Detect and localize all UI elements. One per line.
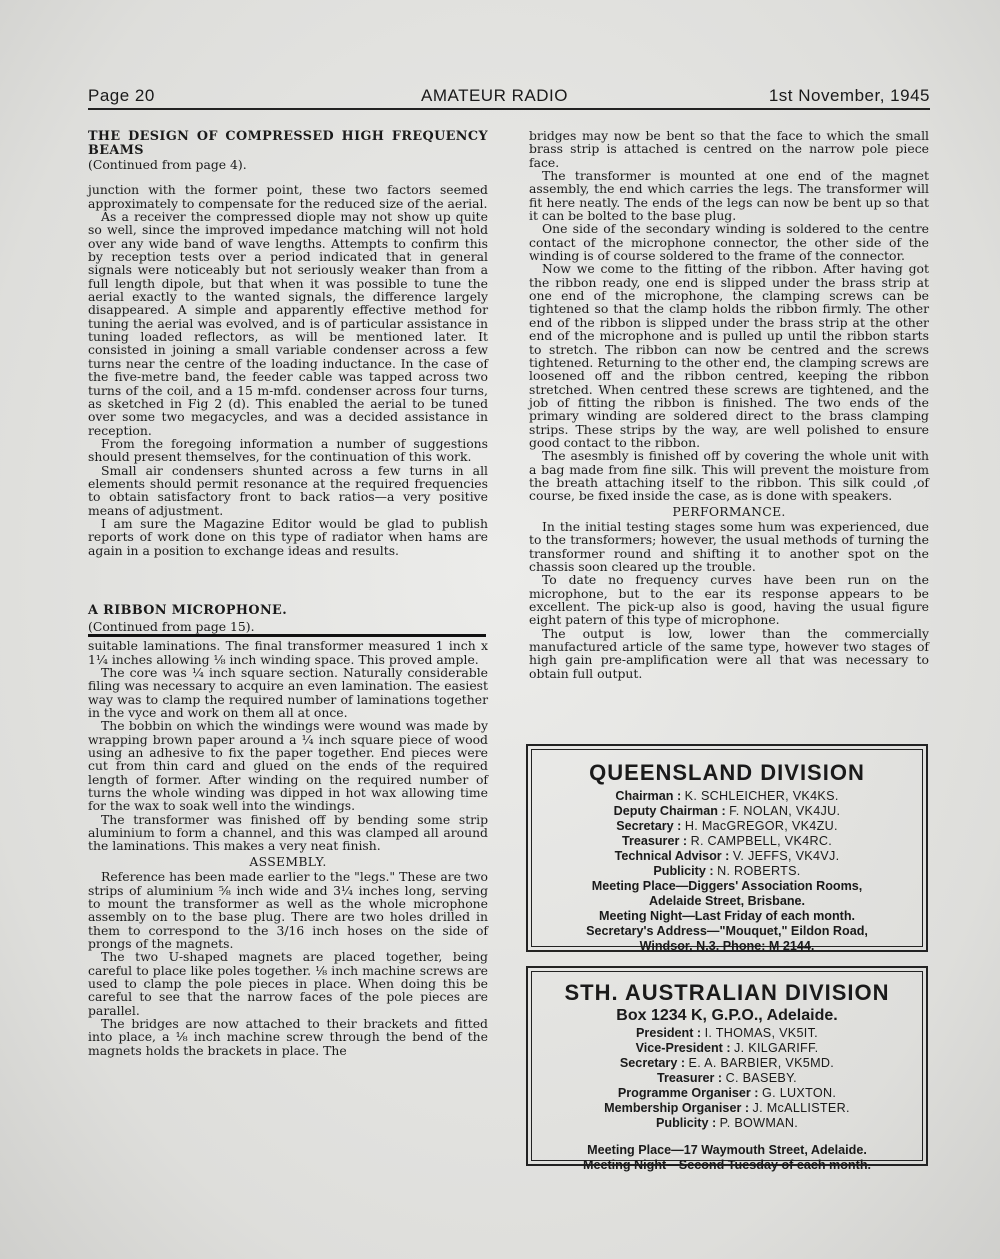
article-paragraph: The two U-shaped magnets are placed together, being careful to place like poles together. ⅛ inch machine screws are used to clamp the pole pieces in place. When doing this be careful to see that the narrow faces of the pole pieces are parallel. (88, 949, 488, 1018)
officer-name: G. LUXTON. (762, 1086, 837, 1100)
subheading-performance: PERFORMANCE. (672, 503, 786, 519)
article-paragraph: The transformer was finished off by bending some strip aluminium to form a channel, and this was clamped all around the laminations. This makes a very neat finish. (88, 811, 488, 854)
article-paragraph: The bobbin on which the windings were wound was made by wrapping brown paper around a ¼ inch square piece of wood using an adhesive to fix the paper together. End pieces were cut from thin card and glued on the ends of the required length of former. After winding on the required number of turns the whole winding was dipped in hot wax allowing time for the wax to soak well into the windings. (88, 718, 488, 814)
queensland-content (536, 760, 918, 954)
meeting-place: Meeting Place—17 Waymouth Street, Adelaide. (587, 1143, 867, 1157)
article-title-microphone: A RIBBON MICROPHONE. (88, 602, 288, 618)
south-australia-division-box (526, 966, 928, 1172)
meeting-place: Meeting Place—Diggers' Association Rooms, (591, 879, 863, 893)
article-paragraph: One side of the secondary winding is soldered to the centre contact of the microphone connector, the other side of the winding is of course soldered to the frame of the connector. (529, 221, 929, 264)
left-column (88, 130, 488, 1057)
secretary-address: Secretary's Address—"Mouquet," Eildon Road, (586, 924, 868, 938)
article-paragraph: The output is low, lower than the commercially manufactured article of the same type, however two stages of high gain pre-amplification were all that was necessary to obtain full output. (529, 625, 929, 681)
officer-line (536, 1071, 918, 1086)
officer-name: P. BOWMAN. (719, 1116, 799, 1130)
officer-line (536, 1041, 918, 1056)
officer-role: Deputy Chairman : (613, 804, 726, 818)
article-paragraph: The transformer is mounted at one end of the magnet assembly, the end which carries the legs. The transformer will fit here neatly. The ends of the legs can now be bent up so that it can be bolted to the base plug. (529, 168, 929, 224)
officer-line (536, 1101, 918, 1116)
officer-line (536, 1026, 918, 1041)
officer-name: H. MacGREGOR, VK4ZU. (684, 819, 838, 833)
officer-line (536, 1086, 918, 1101)
officer-name: R. CAMPBELL, VK4RC. (690, 834, 833, 848)
officer-name: I. THOMAS, VK5IT. (704, 1026, 818, 1040)
officer-role: Secretary : (616, 819, 682, 833)
officer-line (536, 849, 918, 864)
header-rule (88, 108, 930, 110)
article-paragraph: The core was ¼ inch square section. Naturally considerable filing was necessary to acquire an even lamination. The easiest way was to clamp the required number of laminations together in the vyce and work on them all at once. (88, 665, 488, 721)
article-paragraph: bridges may now be bent so that the face to which the small brass strip is attached is centred on the narrow pole piece face. (529, 128, 929, 170)
officer-name: K. SCHLEICHER, VK4KS. (684, 789, 839, 803)
issue-date: 1st November, 1945 (768, 86, 930, 105)
section-divider (88, 634, 486, 637)
meeting-place-street: Adelaide Street, Brisbane. (648, 894, 806, 908)
page-number: Page 20 (88, 86, 155, 105)
continued-note-beams: (Continued from page 4). (88, 157, 247, 172)
right-column (529, 129, 929, 680)
article-paragraph: The bridges are now attached to their brackets and fitted into place, a ⅛ inch machine screw through the bend of the magnets holds the brackets in place. The (88, 1015, 488, 1058)
south-australia-content (536, 980, 918, 1173)
officer-name: J. KILGARIFF. (734, 1041, 819, 1055)
officer-line (536, 1056, 918, 1071)
south-australia-title: STH. AUSTRALIAN DIVISION (564, 980, 890, 1005)
postal-address: Box 1234 K, G.P.O., Adelaide. (616, 1007, 838, 1024)
officer-line (536, 789, 918, 804)
article-paragraph: Reference has been made earlier to the "legs." These are two strips of aluminium ⅝ inch wide and 3¼ inches long, serving to mount the transformer as well as the whole microphone assembly on to the base plug. There are two holes drilled in them to correspond to the 3/16 inch hoses on the side of prongs of the magnets. (88, 869, 488, 951)
spacer (536, 1131, 918, 1143)
article-title-beams: THE DESIGN OF COMPRESSED HIGH FREQUENCY BEAMS (88, 129, 488, 158)
spacer (88, 557, 488, 604)
officer-name: J. McALLISTER. (752, 1101, 850, 1115)
officer-role: Membership Organiser : (604, 1101, 750, 1115)
officer-name: V. JEFFS, VK4VJ. (732, 849, 840, 863)
meeting-night: Meeting Night—Last Friday of each month. (598, 909, 856, 923)
officer-role: Treasurer : (657, 1071, 723, 1085)
article-paragraph: The asesmbly is finished off by covering the whole unit with a bag made from fine silk. This will prevent the moisture from the breath attaching itself to the ribbon. This silk could ,of course, be fixed inside the case, as is done with speakers. (529, 448, 929, 504)
officer-line (536, 864, 918, 879)
officer-role: Publicity : (653, 864, 714, 878)
article-paragraph: From the foregoing information a number of suggestions should present themselves, for the continuation of this work. (88, 435, 488, 465)
officer-name: E. A. BARBIER, VK5MD. (688, 1056, 835, 1070)
officer-role: Secretary : (619, 1056, 686, 1070)
officer-role: Treasurer : (621, 834, 688, 848)
meeting-night: Meeting Night—Second Tuesday of each month. (582, 1158, 872, 1172)
queensland-title: QUEENSLAND DIVISION (589, 760, 865, 785)
officer-line (536, 819, 918, 834)
officer-role: Vice-President : (635, 1041, 731, 1055)
continued-note-microphone: (Continued from page 15). (88, 618, 255, 634)
officer-line (536, 804, 918, 819)
officer-name: F. NOLAN, VK4JU. (729, 804, 841, 818)
officer-role: Chairman : (615, 789, 682, 803)
article-paragraph: junction with the former point, these two factors seemed approximately to compensate for the reduced size of the aerial. (88, 182, 488, 211)
officer-role: President : (636, 1026, 702, 1040)
subheading-assembly: ASSEMBLY. (249, 853, 327, 869)
article-paragraph: suitable laminations. The final transformer measured 1 inch x 1¼ inches allowing ⅛ inch winding space. This proved ample. (88, 638, 488, 667)
secretary-address-suburb: Windsor, N.3. Phone: M 2144. (639, 939, 815, 953)
officer-name: C. BASEBY. (725, 1071, 797, 1085)
queensland-division-box (526, 744, 928, 952)
article-paragraph: To date no frequency curves have been run on the microphone, but to the ear its response appears to be excellent. The pick-up also is good, having the usual figure eight patern of this type of microphone. (529, 572, 929, 628)
officer-role: Publicity : (655, 1116, 717, 1130)
article-paragraph: I am sure the Magazine Editor would be glad to publish reports of work done on this type of radiator when hams are again in a position to exchange ideas and results. (88, 515, 488, 558)
article-paragraph: In the initial testing stages some hum was experienced, due to the transformers; however, the usual methods of turning the transformer round and shifting it to another spot on the chassis soon cleared up the trouble. (529, 518, 929, 574)
magazine-title: AMATEUR RADIO (421, 86, 568, 105)
article-paragraph: As a receiver the compressed diople may not show up quite so well, since the improved impedance matching will not hold over any wide band of wave lengths. Attempts to confirm this by reception tests over a period indicated that in general signals were noticeably but not seriously weaker than from a full length dipole, but that when it was possible to tune the aerial exactly to the wanted signals, the difference largely disappeared. A simple and apparently effective method for tuning the aerial was evolved, and is of particular assistance in tuning loaded reflectors, as will be mentioned later. It consisted in joining a small variable condenser across a few turns near the centre of the loading inductance. In the case of the five-metre band, the feeder cable was tapped across two turns of the coil, and a 15 m-mfd. condenser across four turns, as sketched in Fig 2 (d). This enabled the aerial to be tuned over some two megacycles, and was a decided assistance in reception. (88, 209, 488, 438)
officer-role: Programme Organiser : (617, 1086, 759, 1100)
officer-line (536, 1116, 918, 1131)
officer-name: N. ROBERTS. (717, 864, 801, 878)
article-paragraph: Now we come to the fitting of the ribbon. After having got the ribbon ready, one end is slipped under the brass strip at one end of the microphone, the clamping screws can be tightened so that the clamp holds the ribbon firmly. The other end of the ribbon is slipped under the brass strip at the other end of the microphone and is pulled up until the ribbon starts to stretch. The ribbon can now be centred and the screws tightened. Returning to the other end, the clamping screws are loosened off and the ribbon centred, keeping the ribbon stretched. When centred these screws are tightened, and the job of fitting the ribbon is finished. The two ends of the primary winding are soldered direct to the brass clamping strips. These strips by the way, are well polished to ensure good contact to the ribbon. (529, 261, 929, 450)
page-header (88, 86, 930, 110)
officer-line (536, 834, 918, 849)
article-paragraph: Small air condensers shunted across a few turns in all elements should permit resonance at the required frequencies to obtain satisfactory front to back ratios—a very positive means of adjustment. (88, 462, 488, 518)
officer-role: Technical Advisor : (614, 849, 730, 863)
